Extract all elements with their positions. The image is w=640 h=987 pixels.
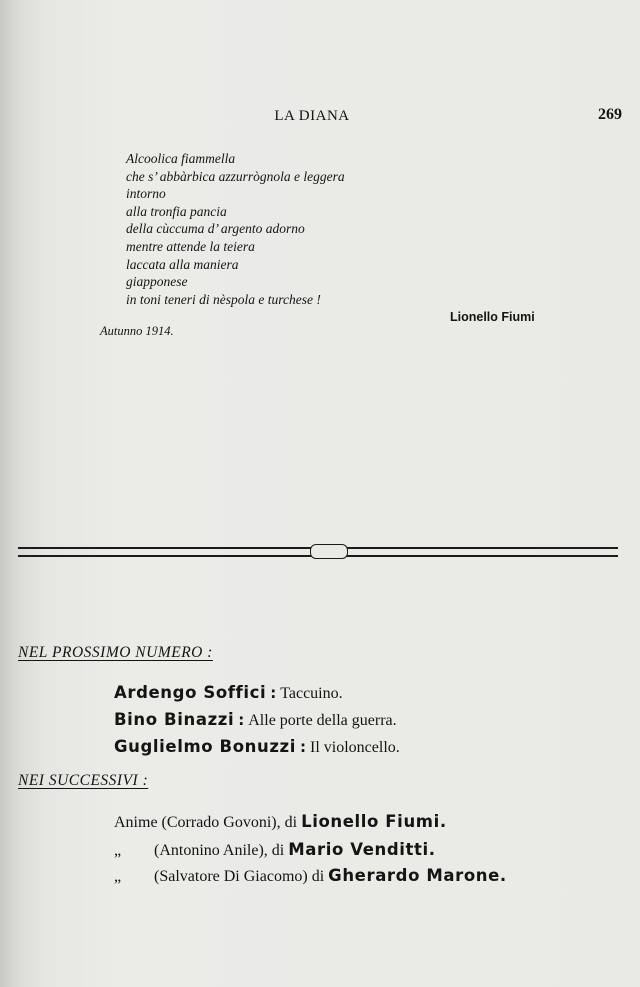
entry-author: Ardengo Soffici	[114, 683, 267, 702]
entry-title: Anime (Corrado Govoni), di	[114, 814, 298, 831]
section-divider	[18, 544, 618, 564]
entry-author: Mario Venditti.	[288, 840, 436, 859]
entry-title: Alle porte della guerra.	[248, 712, 397, 729]
entry-author: Lionello Fiumi.	[301, 812, 447, 831]
later-issue-entry	[114, 812, 447, 832]
poem-date: Autunno 1914.	[100, 324, 174, 338]
entry-title: (Antonino Anile), di	[154, 842, 285, 859]
next-issue-entry	[114, 710, 397, 730]
entry-title: (Salvatore Di Giacomo) di	[154, 868, 325, 885]
divider-ornament	[310, 544, 348, 559]
entry-separator: :	[300, 738, 306, 756]
poem	[126, 150, 345, 308]
poem-line: alla tronfia pancia	[126, 203, 227, 219]
poem-line: giapponese	[126, 274, 188, 290]
poem-line: che s’ abbàrbica azzurrògnola e leggera	[126, 168, 345, 184]
next-issue-entry	[114, 737, 400, 757]
later-issue-entry	[114, 840, 436, 860]
poem-author: Lionello Fiumi	[450, 310, 535, 324]
poem-line: intorno	[126, 186, 166, 202]
poem-line: Alcoolica fiammella	[126, 151, 236, 166]
next-issue-heading: NEL PROSSIMO NUMERO :	[18, 644, 213, 661]
later-issue-entry	[114, 866, 507, 886]
entry-author: Guglielmo Bonuzzi	[114, 737, 296, 756]
entry-author: Gherardo Marone.	[328, 866, 507, 885]
entry-separator: :	[238, 711, 245, 729]
next-issue-entry	[114, 683, 343, 703]
poem-line: della cùccuma d’ argento adorno	[126, 221, 305, 237]
later-issues-heading: NEI SUCCESSIVI :	[18, 772, 149, 789]
entry-separator: :	[270, 684, 277, 702]
entry-title: Taccuino.	[280, 685, 343, 702]
entry-title: Il violoncello.	[310, 739, 400, 756]
entry-author: Bino Binazzi	[114, 710, 235, 729]
ditto-mark: „	[114, 842, 122, 859]
ditto-mark: „	[114, 868, 122, 885]
page-number: 269	[598, 106, 622, 123]
poem-line: in toni teneri di nèspola e turchese !	[126, 291, 321, 307]
poem-line: laccata alla maniera	[126, 256, 239, 272]
running-header-title: LA DIANA	[274, 108, 350, 124]
poem-line: mentre attende la teiera	[126, 238, 255, 254]
